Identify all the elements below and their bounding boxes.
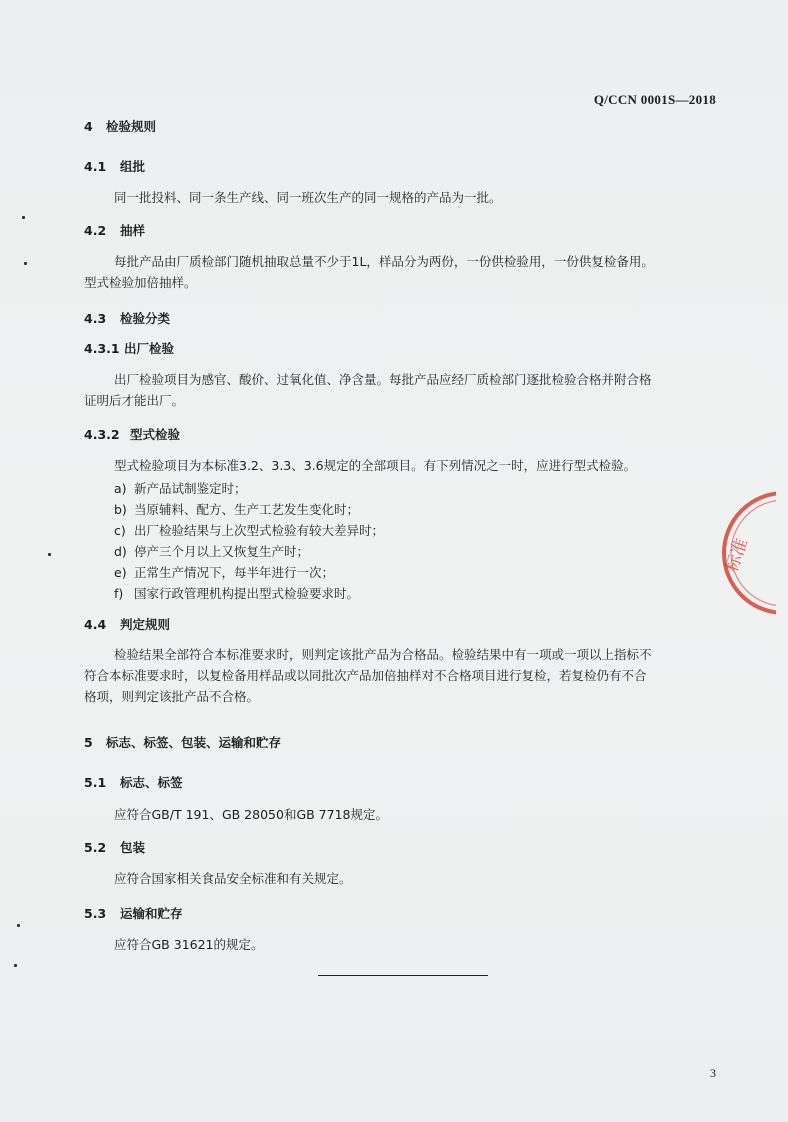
end-rule — [318, 975, 488, 976]
list-item-label: c) — [114, 523, 126, 538]
scan-speck — [14, 964, 17, 967]
scan-speck — [48, 553, 51, 556]
list-item — [114, 479, 247, 497]
section-4-3-number: 4.3 — [84, 311, 107, 326]
section-5-1-heading — [84, 773, 183, 791]
section-4-2-heading — [84, 221, 145, 239]
section-4-2-text-line1: 每批产品由厂质检部门随机抽取总量不少于1L，样品分为两份，一份供检验用，一份供复检备用。 — [114, 254, 654, 269]
section-4-3-2-heading — [84, 425, 180, 443]
section-4-4-title: 判定规则 — [120, 617, 171, 632]
standard-code: Q/CCN 0001S—2018 — [593, 92, 716, 107]
section-5-1-title: 标志、标签 — [120, 775, 183, 790]
section-4-4-text-line3: 格项，则判定该批产品不合格。 — [84, 689, 260, 704]
section-4-3-2-intro: 型式检验项目为本标准3.2、3.3、3.6规定的全部项目。有下列情况之一时，应进行型式检验。 — [114, 458, 637, 473]
section-5-2-title: 包装 — [120, 840, 146, 855]
section-4-1-heading — [84, 157, 145, 175]
list-item-text: 当原辅料、配方、生产工艺发生变化时； — [134, 502, 360, 517]
list-item-label: e) — [114, 565, 127, 580]
section-4-3-2-title: 型式检验 — [130, 427, 181, 442]
list-item-text: 出厂检验结果与上次型式检验有较大差异时； — [134, 523, 385, 538]
section-4-1-text: 同一批投料、同一条生产线、同一班次生产的同一规格的产品为一批。 — [114, 190, 502, 205]
list-item-text: 国家行政管理机构提出型式检验要求时。 — [134, 586, 360, 601]
section-4-3-title: 检验分类 — [120, 311, 171, 326]
section-4-heading — [84, 117, 156, 135]
section-4-title: 检验规则 — [106, 119, 157, 134]
section-5-3-number: 5.3 — [84, 906, 107, 921]
section-4-4-heading — [84, 615, 170, 633]
section-4-3-heading — [84, 309, 170, 327]
section-5-title: 标志、标签、包装、运输和贮存 — [106, 735, 282, 750]
scan-speck — [22, 216, 25, 219]
list-item-text: 正常生产情况下，每半年进行一次； — [134, 565, 335, 580]
section-4-2-title: 抽样 — [120, 223, 146, 238]
section-5-heading — [84, 733, 281, 751]
section-5-3-title: 运输和贮存 — [120, 906, 183, 921]
section-5-2-number: 5.2 — [84, 840, 107, 855]
list-item — [114, 542, 309, 560]
list-item-text: 新产品试制鉴定时； — [134, 481, 247, 496]
list-item — [114, 521, 384, 539]
section-4-4-number: 4.4 — [84, 617, 107, 632]
list-item — [114, 563, 334, 581]
section-4-3-1-text-line1: 出厂检验项目为感官、酸价、过氧化值、净含量。每批产品应经厂质检部门逐批检验合格并附合格 — [114, 372, 652, 387]
section-4-2-number: 4.2 — [84, 223, 107, 238]
section-4-3-1-heading — [84, 339, 174, 357]
list-item-label: a) — [114, 481, 127, 496]
list-item-label: d) — [114, 544, 127, 559]
section-5-3-text: 应符合GB 31621的规定。 — [114, 937, 264, 952]
seal-text: 标准 — [721, 535, 753, 575]
section-4-number: 4 — [84, 119, 93, 134]
section-4-3-1-title: 出厂检验 — [124, 341, 175, 356]
section-5-1-text: 应符合GB/T 191、GB 28050和GB 7718规定。 — [114, 807, 388, 822]
section-4-4-text-line1: 检验结果全部符合本标准要求时，则判定该批产品为合格品。检验结果中有一项或一项以上指标不 — [114, 647, 652, 662]
section-5-number: 5 — [84, 735, 93, 750]
page-number: 3 — [710, 1066, 716, 1080]
section-5-2-text: 应符合国家相关食品安全标准和有关规定。 — [114, 871, 352, 886]
scan-speck — [17, 924, 20, 927]
section-4-3-2-number: 4.3.2 — [84, 427, 120, 442]
section-4-2-text-line2: 型式检验加倍抽样。 — [84, 275, 197, 290]
section-5-1-number: 5.1 — [84, 775, 107, 790]
list-item-label: f) — [114, 586, 124, 601]
section-5-2-heading — [84, 838, 145, 856]
seal-ring — [706, 488, 776, 618]
list-item-label: b) — [114, 502, 127, 517]
section-5-3-heading — [84, 904, 183, 922]
section-4-1-title: 组批 — [120, 159, 146, 174]
scan-speck — [24, 262, 27, 265]
list-item-text: 停产三个月以上又恢复生产时； — [134, 544, 310, 559]
section-4-3-1-text-line2: 证明后才能出厂。 — [84, 393, 185, 408]
list-item — [114, 584, 359, 602]
section-4-3-1-number: 4.3.1 — [84, 341, 120, 356]
section-4-1-number: 4.1 — [84, 159, 107, 174]
seal-stamp — [706, 488, 776, 618]
list-item — [114, 500, 359, 518]
section-4-4-text-line2: 符合本标准要求时，以复检备用样品或以同批次产品加倍抽样对不合格项目进行复检，若复检仍有不合 — [84, 668, 647, 683]
